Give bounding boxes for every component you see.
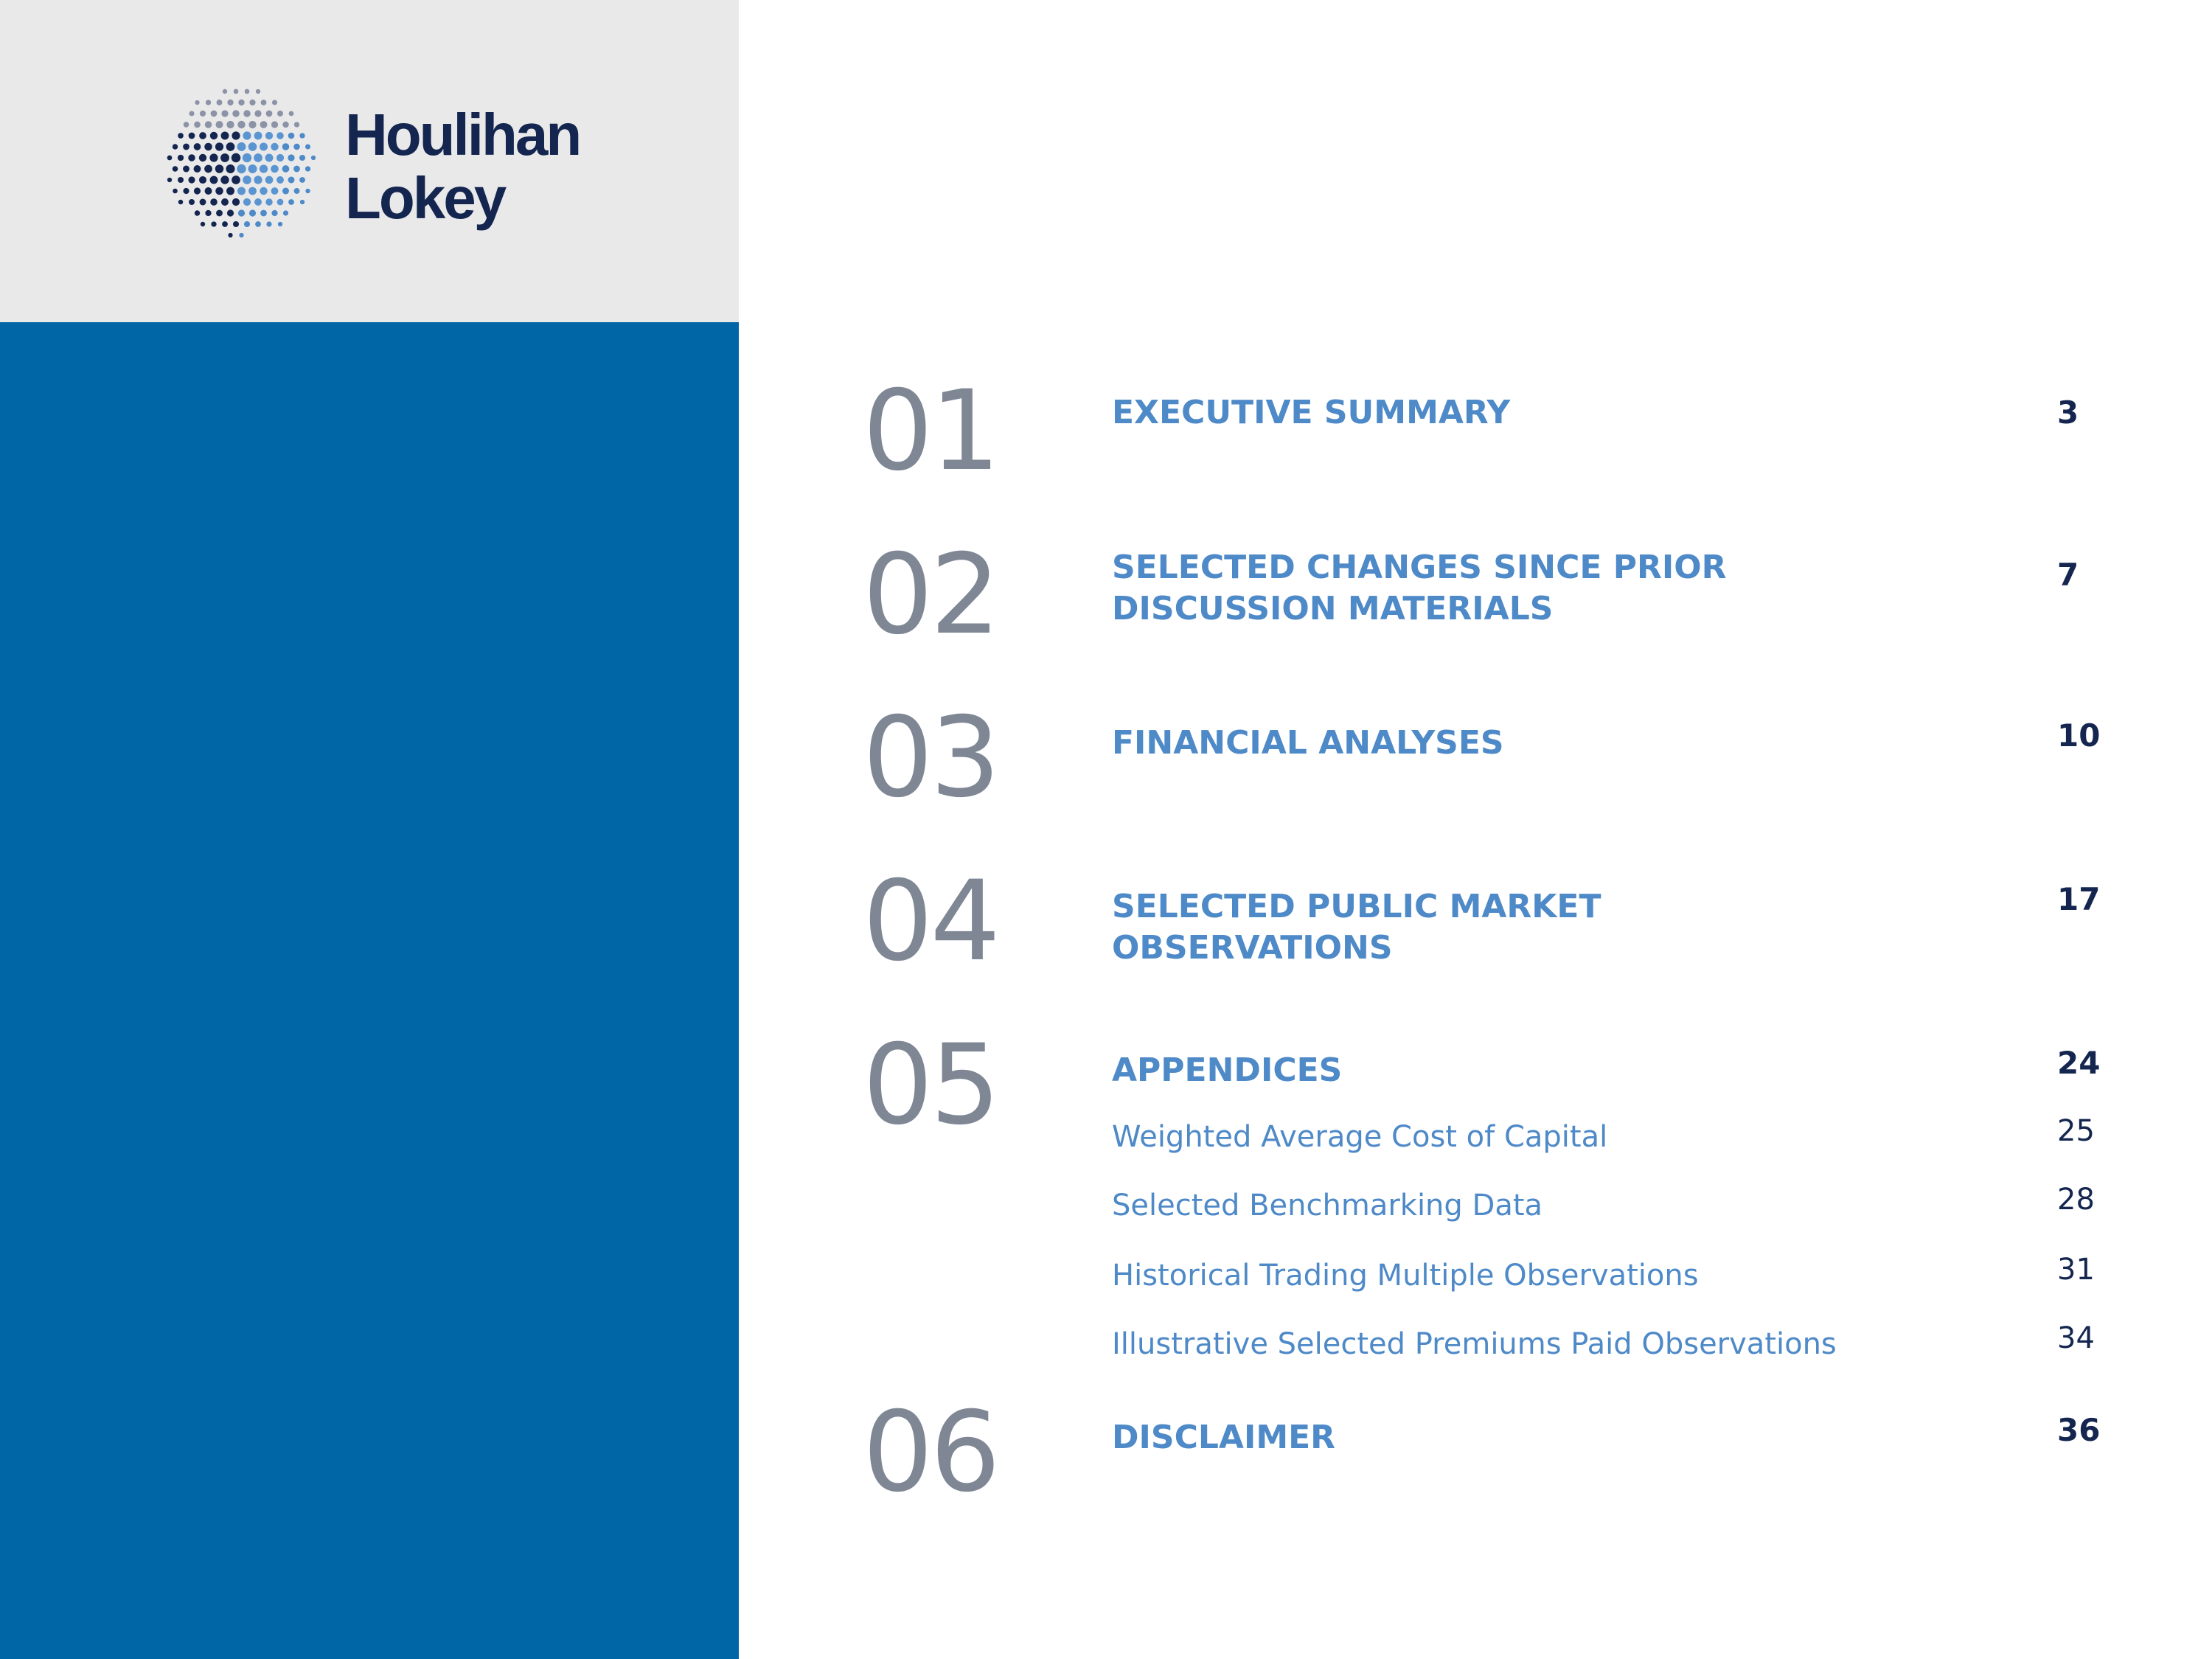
logo-dot xyxy=(205,121,212,128)
logo-dot xyxy=(173,189,178,194)
logo-dot xyxy=(238,209,245,216)
logo-dot xyxy=(277,111,283,116)
logo-dot xyxy=(237,142,246,151)
logo-dot xyxy=(248,142,257,151)
logo-dot xyxy=(243,198,251,206)
logo-dot xyxy=(311,156,316,160)
logo-dot xyxy=(184,122,189,128)
logo-dot xyxy=(249,100,255,105)
subsection-page-number: 28 xyxy=(2057,1183,2095,1217)
logo-dot xyxy=(201,222,205,226)
logo-dot xyxy=(195,100,199,105)
logo-dot xyxy=(220,153,229,162)
globe-logo-icon xyxy=(161,83,320,242)
toc-entry-06[interactable] xyxy=(863,1388,2116,1517)
logo-dot xyxy=(188,154,195,161)
section-title[interactable]: DISCLAIMER xyxy=(1112,1419,1336,1456)
logo-dot xyxy=(199,154,206,161)
logo-dot xyxy=(200,111,206,116)
logo-dot xyxy=(277,199,284,206)
logo-dot xyxy=(232,153,240,162)
logo-dot xyxy=(189,133,195,139)
logo-dot xyxy=(260,121,268,128)
logo-dot xyxy=(195,210,200,215)
logo-dot xyxy=(194,165,201,173)
logo-dot xyxy=(194,143,201,150)
logo-dot xyxy=(248,121,256,128)
logo-dot xyxy=(233,221,239,227)
logo-dot xyxy=(215,187,223,195)
logo-dot xyxy=(237,164,246,173)
subsection-title[interactable]: Illustrative Selected Premiums Paid Observations xyxy=(1112,1327,1837,1361)
logo-dot xyxy=(271,143,278,150)
logo-dot xyxy=(178,200,184,205)
logo-dot xyxy=(228,233,232,237)
logo-dot xyxy=(226,164,234,173)
subsection-title[interactable]: Weighted Average Cost of Capital xyxy=(1112,1120,1608,1154)
logo-dot xyxy=(232,198,240,206)
logo-dot xyxy=(210,176,218,184)
logo-dot xyxy=(243,110,250,116)
logo-dot xyxy=(178,133,184,139)
logo-dot xyxy=(215,164,224,173)
logo-dot xyxy=(288,133,295,139)
section-title[interactable]: APPENDICES xyxy=(1112,1051,1343,1089)
section-page-number: 10 xyxy=(2057,717,2101,754)
logo-dot xyxy=(245,89,250,94)
logo-dot xyxy=(194,187,201,194)
logo-dot xyxy=(254,110,261,116)
logo-dot xyxy=(260,142,268,150)
logo-dot xyxy=(243,175,251,184)
logo-dot xyxy=(261,100,267,105)
toc-entry-04[interactable] xyxy=(863,858,2116,986)
logo-dot xyxy=(260,210,267,217)
subsection-title[interactable]: Selected Benchmarking Data xyxy=(1112,1189,1543,1222)
logo-dot xyxy=(210,132,218,139)
logo-dot xyxy=(189,199,195,205)
logo-dot xyxy=(294,188,300,194)
logo-dot xyxy=(289,111,294,116)
logo-line-1: Houlihan xyxy=(345,102,580,167)
logo-dot xyxy=(260,164,268,173)
logo-dot xyxy=(305,189,310,193)
toc-entry-05[interactable] xyxy=(863,1021,2116,1362)
subsection-page-number: 34 xyxy=(2057,1321,2095,1355)
logo-line-2: Lokey xyxy=(345,165,505,231)
logo-dot xyxy=(206,100,211,105)
logo-dot xyxy=(226,187,234,195)
logo-dot xyxy=(282,122,288,128)
logo-dot xyxy=(173,144,178,149)
section-page-number: 24 xyxy=(2057,1045,2101,1081)
logo-dot xyxy=(232,175,240,184)
logo-dot xyxy=(188,176,195,183)
logo-dot xyxy=(271,121,278,128)
logo-dot xyxy=(282,188,289,195)
section-number: 01 xyxy=(863,367,998,495)
logo-dot xyxy=(221,110,228,116)
logo-dot xyxy=(271,210,277,216)
logo-dot xyxy=(305,144,310,149)
logo-dot xyxy=(173,166,178,172)
logo-dot xyxy=(276,176,284,184)
logo-dot xyxy=(276,154,284,161)
logo-dot xyxy=(265,176,274,184)
logo-dot xyxy=(266,221,271,226)
logo-dot xyxy=(211,221,216,226)
section-number: 05 xyxy=(863,1021,998,1150)
section-page-number: 7 xyxy=(2057,557,2079,593)
logo-dot xyxy=(200,199,206,206)
logo-dot xyxy=(216,210,223,217)
logo-dot xyxy=(221,198,229,206)
logo-dot xyxy=(266,111,273,117)
logo-dot xyxy=(293,144,300,150)
logo-dot xyxy=(178,155,184,161)
logo-dot xyxy=(260,187,267,195)
logo-dot xyxy=(299,155,305,161)
logo-dot xyxy=(278,222,282,226)
logo-dot xyxy=(254,175,262,184)
subsection-page-number: 25 xyxy=(2057,1114,2095,1148)
logo-dot xyxy=(183,144,189,150)
logo-dot xyxy=(305,166,310,171)
logo-dot xyxy=(194,122,201,128)
section-number: 06 xyxy=(863,1388,998,1517)
logo-dot xyxy=(288,199,294,205)
logo-dot xyxy=(288,177,295,184)
section-page-number: 17 xyxy=(2057,881,2101,917)
logo-dot xyxy=(243,153,251,162)
section-title[interactable]: SELECTED PUBLIC MARKET OBSERVATIONS xyxy=(1112,888,1601,967)
logo-dot xyxy=(254,153,262,162)
logo-dot xyxy=(222,221,228,227)
logo-dot xyxy=(288,154,294,161)
logo-dot xyxy=(204,165,212,173)
section-number: 02 xyxy=(863,531,998,659)
logo-dot xyxy=(265,132,273,139)
logo-dot xyxy=(244,221,250,227)
section-page-number: 3 xyxy=(2057,394,2079,431)
logo-dot xyxy=(256,89,260,94)
logo-dot xyxy=(217,100,223,105)
toc-entry-03[interactable] xyxy=(863,694,2116,822)
logo-dot xyxy=(232,131,240,139)
logo-dot xyxy=(300,200,305,204)
logo-dot xyxy=(178,177,184,183)
company-logo-wordmark xyxy=(345,103,580,230)
logo-dot xyxy=(167,156,173,161)
logo-dot xyxy=(283,210,288,215)
logo-dot xyxy=(237,121,245,128)
logo-dot xyxy=(282,165,290,173)
logo-dot xyxy=(265,198,272,205)
logo-dot xyxy=(232,110,239,116)
logo-dot xyxy=(216,121,223,128)
logo-dot xyxy=(248,187,257,195)
logo-dot xyxy=(221,132,229,140)
logo-dot xyxy=(237,187,246,195)
logo-dot xyxy=(209,153,218,161)
section-title[interactable]: EXECUTIVE SUMMARY xyxy=(1112,394,1511,431)
logo-dot xyxy=(255,221,261,227)
logo-dot xyxy=(293,166,300,173)
left-blue-panel xyxy=(0,322,739,1659)
section-title[interactable]: SELECTED CHANGES SINCE PRIOR DISCUSSION MATERIALS xyxy=(1112,549,1727,627)
logo-dot xyxy=(220,175,229,184)
toc-entry-01[interactable] xyxy=(863,367,2116,495)
logo-dot xyxy=(294,122,299,127)
section-page-number: 36 xyxy=(2057,1412,2101,1448)
logo-dot xyxy=(211,111,218,117)
logo-dot xyxy=(223,89,227,94)
section-number: 03 xyxy=(863,694,998,822)
logo-dot xyxy=(183,188,189,194)
logo-dot xyxy=(205,210,211,216)
logo-dot xyxy=(238,100,244,105)
logo-dot xyxy=(183,166,189,173)
logo-dot xyxy=(205,187,212,195)
logo-dot xyxy=(248,164,257,173)
logo-dot xyxy=(234,89,239,94)
logo-panel xyxy=(0,0,739,322)
logo-dot xyxy=(204,143,212,151)
toc-entry-02[interactable] xyxy=(863,531,2116,659)
logo-dot xyxy=(215,142,223,150)
subsection-page-number: 31 xyxy=(2057,1253,2095,1287)
logo-dot xyxy=(282,143,290,150)
logo-dot xyxy=(210,198,218,206)
logo-dot xyxy=(265,153,273,161)
logo-dot xyxy=(271,165,279,173)
logo-dot xyxy=(226,142,235,151)
logo-dot xyxy=(276,132,284,139)
logo-dot xyxy=(199,176,206,184)
logo-dot xyxy=(243,131,251,139)
logo-dot xyxy=(227,100,233,105)
logo-dot xyxy=(249,209,256,216)
section-title[interactable]: FINANCIAL ANALYSES xyxy=(1112,724,1504,762)
logo-dot xyxy=(254,132,262,140)
logo-dot xyxy=(271,187,279,195)
logo-dot xyxy=(199,132,206,139)
logo-dot xyxy=(254,198,262,206)
logo-dot xyxy=(167,178,172,182)
section-number: 04 xyxy=(863,858,998,986)
logo-dot xyxy=(299,133,305,138)
logo-dot xyxy=(239,233,243,237)
logo-dot xyxy=(227,209,234,216)
logo-dot xyxy=(299,177,305,183)
logo-dot xyxy=(226,121,234,128)
subsection-title[interactable]: Historical Trading Multiple Observations xyxy=(1112,1259,1699,1293)
logo-dot xyxy=(189,111,194,116)
logo-dot xyxy=(272,100,277,105)
